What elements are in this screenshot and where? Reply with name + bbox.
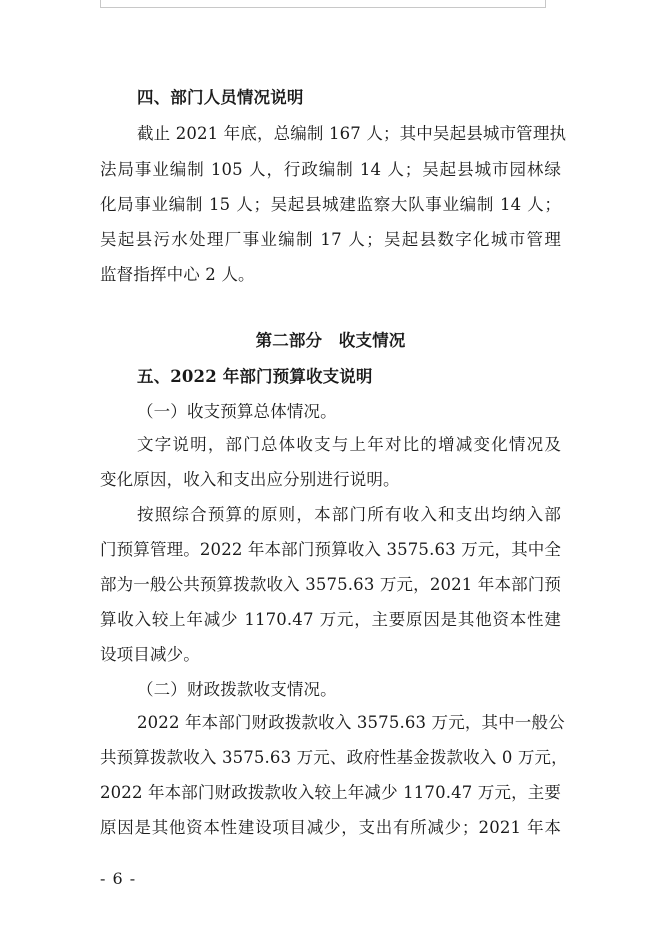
para3-line-3: 2022 年本部门财政拨款收入较上年减少 1170.47 万元，主要 [100,783,562,802]
section5-sub2: （二）财政拨款收支情况。 [137,680,337,699]
para3-line-4: 原因是其他资本性建设项目减少，支出有所减少；2021 年本 [100,818,561,837]
para3-line-2: 共预算拨款收入 3575.63 万元、政府性基金拨款收入 0 万元， [100,748,568,767]
top-border-rule [100,0,546,8]
section4-line-3: 化局事业编制 15 人；吴起县城建监察大队事业编制 14 人； [100,195,561,214]
para2-line-5: 设项目减少。 [100,645,200,664]
page-number: - 6 - [100,869,137,888]
section4-heading: 四、部门人员情况说明 [137,88,304,107]
para1-line-1: 文字说明，部门总体收支与上年对比的增减变化情况及 [137,435,561,454]
section4-line-2: 法局事业编制 105 人，行政编制 14 人；吴起县城市园林绿 [100,160,561,179]
para2-line-1: 按照综合预算的原则，本部门所有收入和支出均纳入部 [137,505,561,524]
para2-line-4: 算收入较上年减少 1170.47 万元，主要原因是其他资本性建 [100,610,561,629]
section5-heading: 五、2022 年部门预算收支说明 [137,367,373,386]
section4-line-5: 监督指挥中心 2 人。 [100,265,255,284]
section4-line-1: 截止 2021 年底，总编制 167 人；其中吴起县城市管理执 [137,124,567,143]
section5-sub1: （一）收支预算总体情况。 [137,402,337,421]
section4-line-4: 吴起县污水处理厂事业编制 17 人；吴起县数字化城市管理 [100,230,561,249]
part2-title: 第二部分 收支情况 [255,331,406,350]
para2-line-2: 门预算管理。2022 年本部门预算收入 3575.63 万元，其中全 [100,540,562,559]
para2-line-3: 部为一般公共预算拨款收入 3575.63 万元，2021 年本部门预 [100,575,562,594]
para1-line-2: 变化原因，收入和支出应分别进行说明。 [100,470,400,489]
para3-line-1: 2022 年本部门财政拨款收入 3575.63 万元，其中一般公 [137,713,565,732]
